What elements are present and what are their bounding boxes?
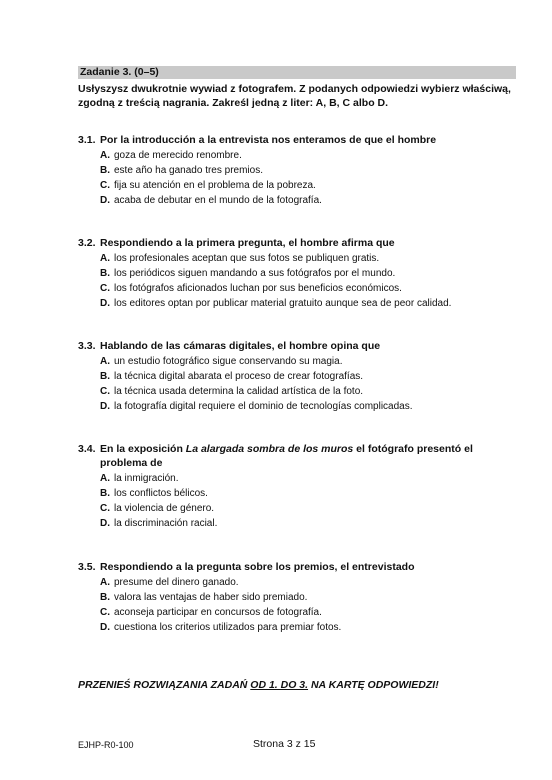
question-3-3: [78, 339, 518, 414]
question-number: 3.3.: [78, 340, 96, 352]
option-text: cuestiona los criterios utilizados para premiar fotos.: [114, 622, 342, 633]
option-letter: C.: [100, 180, 110, 191]
page-number: Strona 3 z 15: [253, 738, 316, 750]
question-text-start: En la exposición: [100, 443, 186, 455]
task-header: Zadanie 3. (0–5): [78, 66, 516, 79]
option-letter: B.: [100, 165, 110, 176]
option-letter: B.: [100, 488, 110, 499]
question-number: 3.2.: [78, 237, 96, 249]
option-a[interactable]: [100, 148, 518, 163]
option-text: este año ha ganado tres premios.: [114, 165, 263, 176]
option-b[interactable]: [100, 486, 518, 501]
exhibition-title: La alargada sombra de los muros: [185, 443, 354, 455]
question-number: 3.5.: [78, 561, 96, 573]
question-text-end: el fotógrafo presentó el problema de: [100, 443, 473, 469]
question-3-5: [78, 560, 518, 635]
exam-code: EJHP-R0-100: [78, 740, 134, 750]
question-3-1: [78, 133, 518, 208]
option-text: la inmigración.: [114, 473, 179, 484]
question-3-4: [78, 442, 518, 531]
option-d[interactable]: [100, 516, 518, 531]
transfer-instruction: [78, 678, 518, 692]
option-c[interactable]: [100, 501, 518, 516]
question-text: [100, 442, 518, 470]
option-a[interactable]: [100, 471, 518, 486]
transfer-text-end: NA KARTĘ ODPOWIEDZI!: [308, 679, 439, 691]
question-text: Respondiendo a la primera pregunta, el hombre afirma que: [100, 237, 395, 249]
option-text: los conflictos bélicos.: [114, 488, 208, 499]
question-text: Por la introducción a la entrevista nos enteramos de que el hombre: [100, 134, 437, 146]
option-text: los fotógrafos aficionados luchan por sus beneficios económicos.: [114, 283, 402, 294]
option-letter: D.: [100, 518, 110, 529]
option-text: los periódicos siguen mandando a sus fotógrafos por el mundo.: [114, 268, 396, 279]
option-c[interactable]: [100, 384, 518, 399]
option-letter: B.: [100, 371, 110, 382]
option-text: un estudio fotográfico sigue conservando su magia.: [114, 356, 343, 367]
option-text: presume del dinero ganado.: [114, 577, 239, 588]
option-b[interactable]: [100, 266, 518, 281]
option-text: aconseja participar en concursos de fotografía.: [114, 607, 322, 618]
option-letter: C.: [100, 503, 110, 514]
option-text: la fotografía digital requiere el dominio de tecnologías complicadas.: [114, 401, 413, 412]
option-b[interactable]: [100, 369, 518, 384]
option-letter: D.: [100, 298, 110, 309]
option-letter: B.: [100, 592, 110, 603]
question-number: 3.4.: [78, 443, 96, 455]
option-c[interactable]: [100, 605, 518, 620]
option-a[interactable]: [100, 354, 518, 369]
option-text: acaba de debutar en el mundo de la fotografía.: [114, 195, 322, 206]
question-text: Hablando de las cámaras digitales, el hombre opina que: [100, 340, 381, 352]
option-text: los profesionales aceptan que sus fotos se publiquen gratis.: [114, 253, 380, 264]
option-text: la técnica digital abarata el proceso de crear fotografías.: [114, 371, 364, 382]
option-letter: A.: [100, 473, 110, 484]
option-letter: D.: [100, 622, 110, 633]
task-instruction: Usłyszysz dwukrotnie wywiad z fotografem. Z podanych odpowiedzi wybierz właściwą, zgodną z treścią nagrania. Zakreśl jedną z liter: A, B, C albo D.: [78, 83, 511, 109]
option-letter: A.: [100, 150, 110, 161]
option-letter: D.: [100, 401, 110, 412]
option-c[interactable]: [100, 281, 518, 296]
option-text: la violencia de género.: [114, 503, 215, 514]
option-letter: B.: [100, 268, 110, 279]
question-number: 3.1.: [78, 134, 96, 146]
transfer-range: OD 1. DO 3.: [250, 679, 309, 691]
option-letter: C.: [100, 283, 110, 294]
question-text: Respondiendo a la pregunta sobre los premios, el entrevistado: [100, 561, 415, 573]
question-3-2: [78, 236, 518, 311]
option-letter: C.: [100, 386, 110, 397]
option-text: la técnica usada determina la calidad artística de la foto.: [114, 386, 364, 397]
option-b[interactable]: [100, 163, 518, 178]
option-letter: A.: [100, 577, 110, 588]
option-a[interactable]: [100, 251, 518, 266]
option-b[interactable]: [100, 590, 518, 605]
option-text: fija su atención en el problema de la pobreza.: [114, 180, 316, 191]
option-d[interactable]: [100, 620, 518, 635]
option-d[interactable]: [100, 296, 518, 311]
option-letter: C.: [100, 607, 110, 618]
option-letter: A.: [100, 253, 110, 264]
option-text: la discriminación racial.: [114, 518, 218, 529]
option-letter: A.: [100, 356, 110, 367]
option-text: los editores optan por publicar material gratuito aunque sea de peor calidad.: [114, 298, 452, 309]
option-letter: D.: [100, 195, 110, 206]
option-text: valora las ventajas de haber sido premiado.: [114, 592, 308, 603]
option-text: goza de merecido renombre.: [114, 150, 242, 161]
option-d[interactable]: [100, 193, 518, 208]
transfer-text-start: PRZENIEŚ ROZWIĄZANIA ZADAŃ: [78, 679, 251, 691]
option-c[interactable]: [100, 178, 518, 193]
option-d[interactable]: [100, 399, 518, 414]
option-a[interactable]: [100, 575, 518, 590]
